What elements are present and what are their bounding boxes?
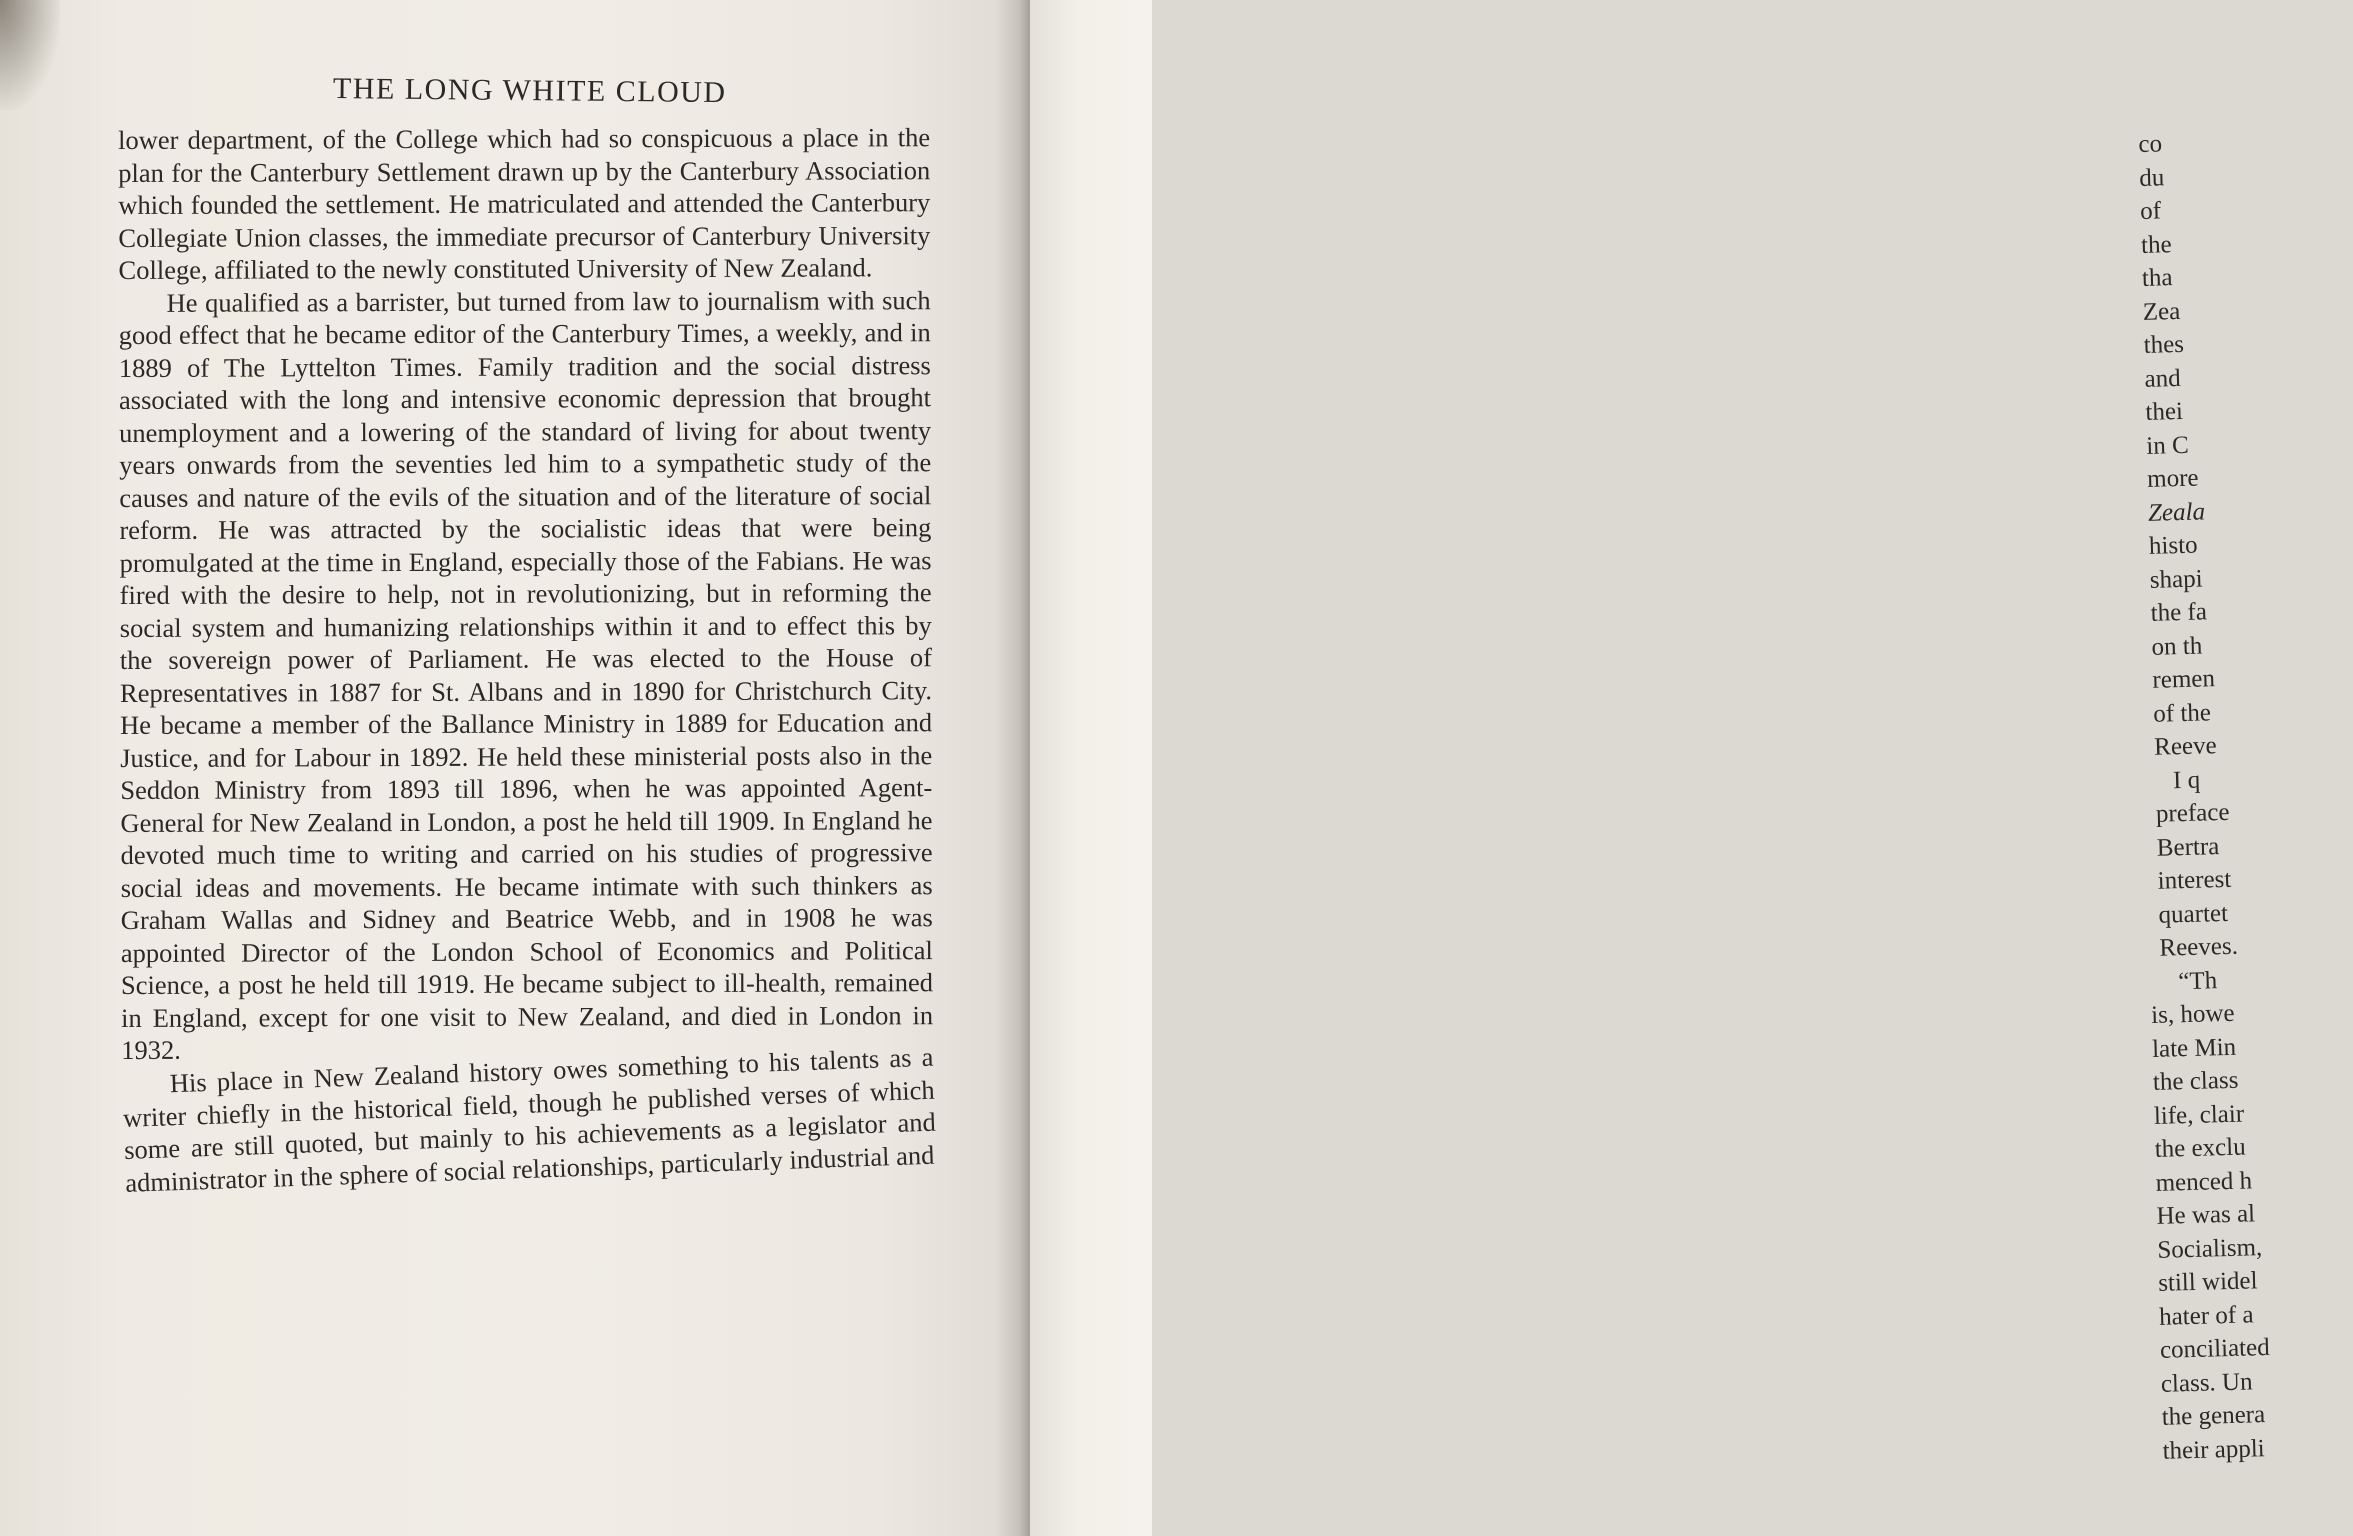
facing-line: Zeala (2147, 497, 2206, 527)
facing-line: the genera (2161, 1401, 2266, 1431)
facing-line: histo (2148, 531, 2198, 560)
facing-line: co (2138, 130, 2163, 158)
facing-page-text (2138, 123, 2353, 1467)
facing-line: hater of a (2158, 1300, 2254, 1331)
facing-line: thei (2145, 397, 2184, 426)
facing-line: of the (2152, 698, 2212, 728)
facing-line: remen (2152, 665, 2216, 694)
paragraph-1: lower department, of the College which had so conspicuous a place in the plan for the Canterbury Settlement drawn up by the Canterbury Association which founded the settlement. He matriculated and attended the Canterbury Collegiate Union classes, the immediate precursor of Canterbury University College, affiliated to the newly constituted University of New Zealand. (118, 122, 931, 285)
facing-line: the (2140, 230, 2172, 259)
facing-line: more (2146, 464, 2199, 493)
facing-line: menced h (2155, 1166, 2253, 1197)
body-text (118, 121, 937, 1198)
facing-line: in C (2145, 431, 2190, 460)
facing-line: the exclu (2154, 1133, 2247, 1163)
facing-line: on th (2151, 631, 2203, 661)
running-head: THE LONG WHITE CLOUD (332, 72, 727, 110)
facing-line: Zea (2142, 297, 2181, 326)
facing-line: class. Un (2160, 1367, 2253, 1398)
facing-line: thes (2143, 330, 2185, 359)
paragraph-3: His place in New Zealand history owes something to his talents as a writer chiefly in the historical field, though he published verses of which some are still quoted, but mainly to his achievements as a legislator and administrator in the sphere of social relationships, particularly industrial and (122, 1041, 937, 1197)
facing-line: the fa (2150, 598, 2208, 627)
paragraph-2: He qualified as a barrister, but turned from law to journalism with such good effect that he became editor of the Canterbury Times, a weekly, and in 1889 of The Lyttelton Times. Family tradition and the social distress associated with the long and intensive economic depression that brought unemployment and a lowering of the standard of living for about twenty years onwards from the seventies led him to a sympathetic study of the causes and nature of the evils of the situation and of the literature of social reform. He was attracted by the socialistic ideas that were being promulgated at the time in England, especially those of the Fabians. He was fired with the desire to help, not in revolutionizing, but in reforming the social system and humanizing relationships within it and to effect this by the sovereign power of Parliament. He was elected to the House of Representatives in 1887 for St. Albans and in 1890 for Christchurch City. He became a member of the Ballance Ministry in 1889 for Education and Justice, and for Labour in 1892. He held these ministerial posts also in the Seddon Ministry from 1893 till 1896, when he was appointed Agent-General for New Zealand in London, a post he held till 1909. In England he devoted much time to writing and carried on his studies of progressive social ideas and movements. He became intimate with such thinkers as Graham Wallas and Sidney and Beatrice Webb, and in 1908 he was appointed Director of the London School of Economics and Political Science, a post he held till 1919. He became subject to ill-health, remained in England, except for one visit to New Zealand, and died in London in 1932. (118, 284, 934, 1065)
facing-line: still widel (2157, 1267, 2258, 1297)
facing-line: conciliated (2159, 1333, 2270, 1364)
facing-line: quartet (2158, 899, 2229, 929)
facing-line: Socialism, (2157, 1233, 2263, 1264)
facing-line: the class (2152, 1066, 2239, 1096)
facing-line: du (2138, 163, 2165, 192)
facing-line: tha (2141, 264, 2173, 292)
facing-line: “Th (2177, 966, 2218, 995)
facing-line: their appli (2162, 1434, 2266, 1465)
facing-line: Bertra (2156, 832, 2220, 862)
facing-line: Reeves. (2159, 932, 2239, 962)
facing-line: late Min (2151, 1033, 2237, 1063)
facing-line: and (2144, 364, 2182, 393)
facing-line: interest (2157, 865, 2232, 895)
facing-line: preface (2155, 798, 2230, 828)
facing-line: Reeve (2153, 732, 2218, 761)
facing-line: He was al (2156, 1200, 2256, 1230)
facing-line: shapi (2149, 564, 2203, 594)
facing-page (1030, 0, 2270, 1536)
corner-shadow (0, 0, 60, 110)
left-page (0, 0, 1030, 1536)
facing-line: of (2139, 197, 2162, 225)
facing-line: is, howe (2150, 999, 2235, 1029)
facing-line: I q (2172, 766, 2201, 794)
facing-line: life, clair (2153, 1100, 2245, 1130)
